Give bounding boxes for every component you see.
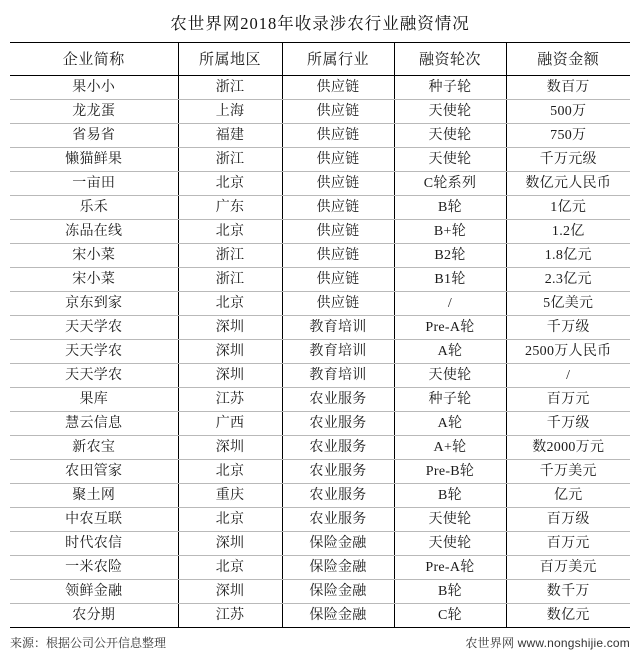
table-cell: 农业服务: [282, 412, 394, 436]
table-cell: 懒猫鲜果: [10, 148, 178, 172]
table-cell: 1亿元: [506, 196, 630, 220]
table-row: [10, 556, 630, 580]
watermark: 农世界网 www.nongshijie.com: [465, 636, 630, 650]
table-cell: 北京: [178, 460, 282, 484]
page-title: 农世界网2018年收录涉农行业融资情况: [170, 14, 470, 33]
table-cell: 北京: [178, 172, 282, 196]
table-cell: 深圳: [178, 340, 282, 364]
table-cell: B1轮: [394, 268, 506, 292]
table-body: [10, 76, 630, 628]
table-cell: 天天学农: [10, 316, 178, 340]
table-cell: 北京: [178, 292, 282, 316]
table-cell: 农业服务: [282, 460, 394, 484]
table-cell: 果库: [10, 388, 178, 412]
table-cell: 种子轮: [394, 76, 506, 100]
table-cell: 5亿美元: [506, 292, 630, 316]
table-cell: 百万级: [506, 508, 630, 532]
table-cell: 种子轮: [394, 388, 506, 412]
table-cell: 教育培训: [282, 364, 394, 388]
table-cell: 亿元: [506, 484, 630, 508]
table-cell: /: [394, 292, 506, 316]
table-row: [10, 580, 630, 604]
table-cell: 农田管家: [10, 460, 178, 484]
table-cell: 中农互联: [10, 508, 178, 532]
table-cell: 百万美元: [506, 556, 630, 580]
table-cell: A轮: [394, 412, 506, 436]
table-row: [10, 460, 630, 484]
table-cell: 供应链: [282, 220, 394, 244]
table-cell: 供应链: [282, 196, 394, 220]
table-cell: 聚土网: [10, 484, 178, 508]
table-cell: 农业服务: [282, 388, 394, 412]
table-cell: 深圳: [178, 364, 282, 388]
table-row: [10, 244, 630, 268]
table-cell: 千万级: [506, 412, 630, 436]
column-header-round: 融资轮次: [394, 43, 506, 76]
source-note: 来源：根据公司公开信息整理: [10, 636, 167, 650]
table-cell: 天使轮: [394, 124, 506, 148]
footer: [10, 628, 630, 651]
table-cell: 供应链: [282, 100, 394, 124]
table-cell: 农业服务: [282, 436, 394, 460]
table-cell: 数2000万元: [506, 436, 630, 460]
table-cell: 上海: [178, 100, 282, 124]
table-row: [10, 340, 630, 364]
table-row: [10, 292, 630, 316]
table-cell: 农业服务: [282, 484, 394, 508]
table-cell: 省易省: [10, 124, 178, 148]
table-cell: 千万美元: [506, 460, 630, 484]
column-header-company: 企业简称: [10, 43, 178, 76]
table-cell: 天使轮: [394, 532, 506, 556]
table-cell: 农业服务: [282, 508, 394, 532]
table-row: [10, 364, 630, 388]
table-cell: 2.3亿元: [506, 268, 630, 292]
table-row: [10, 388, 630, 412]
table-cell: Pre-B轮: [394, 460, 506, 484]
table-cell: 数百万: [506, 76, 630, 100]
table-cell: 京东到家: [10, 292, 178, 316]
table-cell: 深圳: [178, 580, 282, 604]
table-cell: 北京: [178, 220, 282, 244]
table-row: [10, 124, 630, 148]
table-cell: A+轮: [394, 436, 506, 460]
table-cell: 果小小: [10, 76, 178, 100]
table-cell: 深圳: [178, 436, 282, 460]
table-cell: A轮: [394, 340, 506, 364]
table-cell: C轮系列: [394, 172, 506, 196]
table-cell: 福建: [178, 124, 282, 148]
table-cell: 江苏: [178, 388, 282, 412]
table-row: [10, 604, 630, 628]
table-cell: 浙江: [178, 244, 282, 268]
table-cell: C轮: [394, 604, 506, 628]
table-header-row: [10, 43, 630, 76]
table-cell: 时代农信: [10, 532, 178, 556]
table-cell: 北京: [178, 556, 282, 580]
table-cell: 千万元级: [506, 148, 630, 172]
table-cell: 天使轮: [394, 508, 506, 532]
table-row: [10, 196, 630, 220]
table-cell: 供应链: [282, 244, 394, 268]
table-cell: Pre-A轮: [394, 316, 506, 340]
table-cell: 1.2亿: [506, 220, 630, 244]
table-row: [10, 76, 630, 100]
table-cell: 天使轮: [394, 364, 506, 388]
table-cell: B轮: [394, 196, 506, 220]
table-cell: 深圳: [178, 532, 282, 556]
table-cell: 新农宝: [10, 436, 178, 460]
table-cell: 广西: [178, 412, 282, 436]
table-row: [10, 100, 630, 124]
table-cell: B轮: [394, 580, 506, 604]
table-row: [10, 436, 630, 460]
table-cell: 江苏: [178, 604, 282, 628]
table-cell: 冻品在线: [10, 220, 178, 244]
table-cell: 数亿元: [506, 604, 630, 628]
table-row: [10, 508, 630, 532]
table-cell: 领鲜金融: [10, 580, 178, 604]
table-cell: 天天学农: [10, 340, 178, 364]
table-cell: 天天学农: [10, 364, 178, 388]
table-cell: 浙江: [178, 76, 282, 100]
table-cell: 千万级: [506, 316, 630, 340]
table-cell: 750万: [506, 124, 630, 148]
table-cell: 数亿元人民币: [506, 172, 630, 196]
column-header-region: 所属地区: [178, 43, 282, 76]
table-cell: B2轮: [394, 244, 506, 268]
table-cell: 宋小菜: [10, 268, 178, 292]
table-cell: 1.8亿元: [506, 244, 630, 268]
table-cell: 保险金融: [282, 532, 394, 556]
table-cell: 教育培训: [282, 316, 394, 340]
table-cell: B轮: [394, 484, 506, 508]
table-cell: 供应链: [282, 172, 394, 196]
table-cell: 浙江: [178, 268, 282, 292]
table-cell: 供应链: [282, 148, 394, 172]
table-cell: B+轮: [394, 220, 506, 244]
table-cell: 保险金融: [282, 604, 394, 628]
financing-table: [10, 42, 630, 628]
table-cell: 百万元: [506, 532, 630, 556]
table-cell: 乐禾: [10, 196, 178, 220]
table-row: [10, 268, 630, 292]
table-cell: 北京: [178, 508, 282, 532]
table-cell: 供应链: [282, 76, 394, 100]
table-cell: 慧云信息: [10, 412, 178, 436]
table-cell: 广东: [178, 196, 282, 220]
table-cell: 百万元: [506, 388, 630, 412]
table-cell: 保险金融: [282, 580, 394, 604]
table-cell: 数千万: [506, 580, 630, 604]
table-row: [10, 484, 630, 508]
table-cell: 供应链: [282, 292, 394, 316]
table-row: [10, 316, 630, 340]
table-cell: 供应链: [282, 124, 394, 148]
table-cell: 宋小菜: [10, 244, 178, 268]
table-cell: 教育培训: [282, 340, 394, 364]
table-cell: 龙龙蛋: [10, 100, 178, 124]
column-header-amount: 融资金额: [506, 43, 630, 76]
table-cell: 天使轮: [394, 148, 506, 172]
table-cell: 重庆: [178, 484, 282, 508]
table-cell: 天使轮: [394, 100, 506, 124]
table-cell: 供应链: [282, 268, 394, 292]
table-cell: Pre-A轮: [394, 556, 506, 580]
table-cell: 500万: [506, 100, 630, 124]
table-row: [10, 532, 630, 556]
table-cell: 农分期: [10, 604, 178, 628]
table-cell: 一米农险: [10, 556, 178, 580]
table-row: [10, 172, 630, 196]
table-cell: 深圳: [178, 316, 282, 340]
table-cell: 2500万人民币: [506, 340, 630, 364]
table-row: [10, 148, 630, 172]
table-cell: /: [506, 364, 630, 388]
table-cell: 保险金融: [282, 556, 394, 580]
table-cell: 一亩田: [10, 172, 178, 196]
column-header-industry: 所属行业: [282, 43, 394, 76]
table-row: [10, 412, 630, 436]
table-cell: 浙江: [178, 148, 282, 172]
table-header: [10, 43, 630, 76]
table-row: [10, 220, 630, 244]
